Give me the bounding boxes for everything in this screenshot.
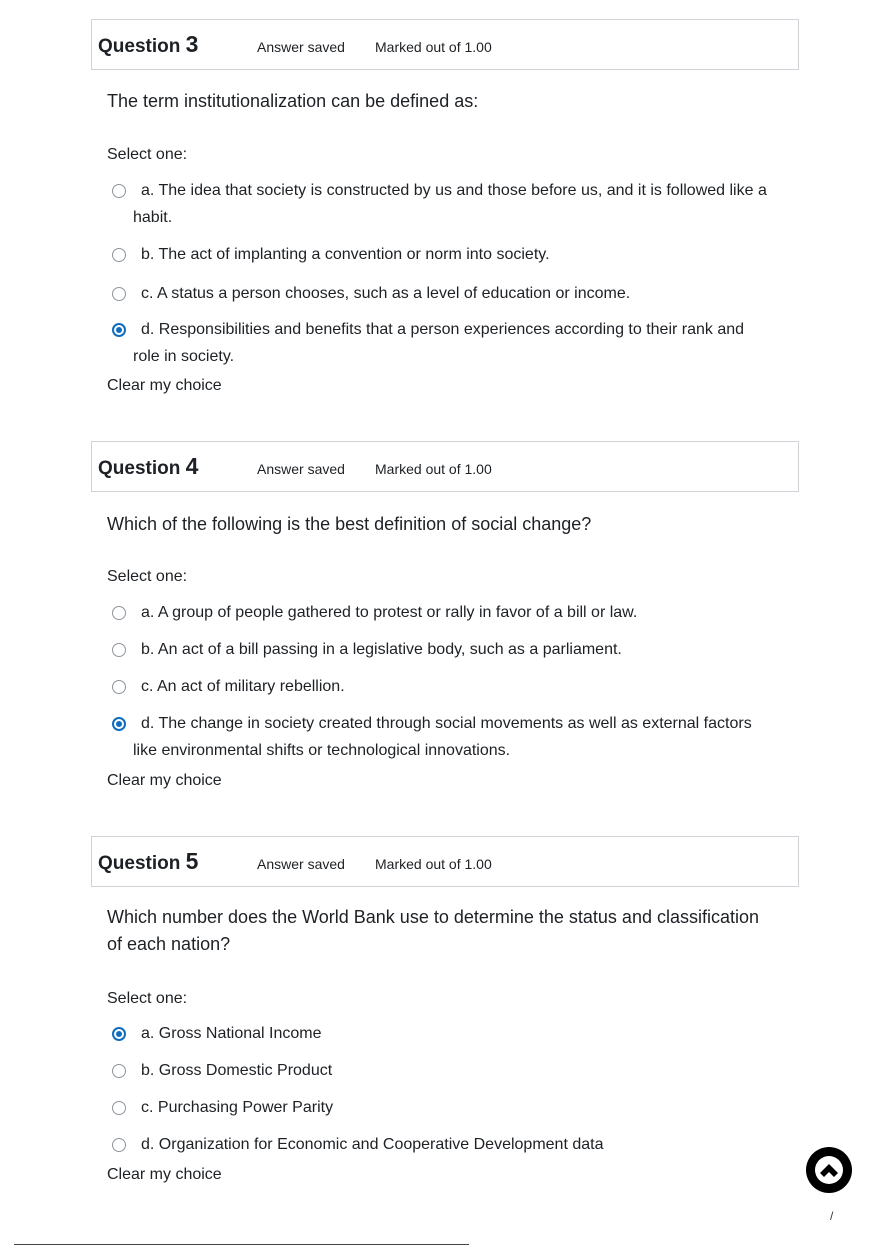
- divider: [14, 1244, 469, 1245]
- question-text: The term institutionalization can be defined as:: [107, 91, 479, 111]
- option-label: c. An act of military rebellion.: [141, 678, 345, 695]
- radio-button[interactable]: [112, 643, 126, 657]
- option-a[interactable]: [112, 181, 772, 231]
- question-3: [0, 19, 880, 399]
- option-b[interactable]: [112, 1061, 772, 1084]
- clear-choice-link[interactable]: Clear my choice: [107, 1166, 222, 1183]
- option-label: a. Gross National Income: [141, 1025, 322, 1042]
- question-number: 5: [185, 848, 199, 874]
- question-4: [0, 441, 880, 801]
- radio-button[interactable]: [112, 606, 126, 620]
- option-a[interactable]: [112, 1024, 772, 1047]
- question-text: Which of the following is the best definition of social change?: [107, 514, 592, 534]
- radio-button[interactable]: [112, 1064, 126, 1078]
- question-label: Question: [98, 36, 181, 57]
- option-b[interactable]: [112, 245, 772, 268]
- option-c[interactable]: [112, 284, 772, 307]
- question-number: 4: [185, 453, 199, 479]
- question-number: 3: [185, 31, 199, 57]
- question-title: [98, 453, 198, 480]
- option-label: a. A group of people gathered to protest or rally in favor of a bill or law.: [141, 604, 638, 621]
- option-label: b. An act of a bill passing in a legislative body, such as a parliament.: [141, 641, 622, 658]
- radio-button[interactable]: [112, 1138, 126, 1152]
- question-label: Question: [98, 458, 181, 479]
- option-b[interactable]: [112, 640, 772, 663]
- question-header: [91, 836, 799, 887]
- answer-state: Answer saved: [257, 39, 345, 55]
- radio-button[interactable]: [112, 1101, 126, 1115]
- clear-choice-link[interactable]: Clear my choice: [107, 377, 222, 394]
- select-one-label: Select one:: [107, 990, 188, 1007]
- option-d[interactable]: [112, 1135, 772, 1158]
- back-to-top-button[interactable]: [806, 1147, 852, 1193]
- clear-choice-link[interactable]: Clear my choice: [107, 772, 222, 789]
- grade-info: Marked out of 1.00: [375, 461, 492, 477]
- radio-button[interactable]: [112, 680, 126, 694]
- answer-state: Answer saved: [257, 461, 345, 477]
- option-label: b. Gross Domestic Product: [141, 1062, 333, 1079]
- grade-info: Marked out of 1.00: [375, 856, 492, 872]
- option-c[interactable]: [112, 1098, 772, 1121]
- option-label: d. Organization for Economic and Cooperative Development data: [141, 1136, 604, 1153]
- radio-button-selected[interactable]: [112, 1027, 126, 1041]
- page-marker: /: [830, 1209, 834, 1223]
- question-title: [98, 848, 198, 875]
- select-one-label: Select one:: [107, 146, 188, 163]
- option-d[interactable]: [112, 320, 772, 370]
- question-header: [91, 19, 799, 70]
- option-label: d. The change in society created through social movements as well as external factors like environmental shifts or technological innovations.: [133, 715, 752, 759]
- question-header: [91, 441, 799, 492]
- radio-button[interactable]: [112, 184, 126, 198]
- select-one-label: Select one:: [107, 568, 188, 585]
- grade-info: Marked out of 1.00: [375, 39, 492, 55]
- radio-button-selected[interactable]: [112, 717, 126, 731]
- answer-state: Answer saved: [257, 856, 345, 872]
- option-label: c. Purchasing Power Parity: [141, 1099, 334, 1116]
- radio-button[interactable]: [112, 287, 126, 301]
- option-label: d. Responsibilities and benefits that a person experiences according to their rank and role in society.: [133, 321, 745, 365]
- option-label: a. The idea that society is constructed by us and those before us, and it is followed like a habit.: [133, 182, 767, 226]
- option-a[interactable]: [112, 603, 772, 626]
- option-d[interactable]: [112, 714, 772, 764]
- option-c[interactable]: [112, 677, 772, 700]
- question-text: Which number does the World Bank use to determine the status and classification of each nation?: [107, 907, 760, 954]
- option-label: b. The act of implanting a convention or norm into society.: [141, 246, 550, 263]
- radio-button-selected[interactable]: [112, 323, 126, 337]
- question-5: [0, 836, 880, 1196]
- radio-button[interactable]: [112, 248, 126, 262]
- option-label: c. A status a person chooses, such as a level of education or income.: [141, 285, 631, 302]
- chevron-up-icon: [814, 1155, 844, 1185]
- question-label: Question: [98, 853, 181, 874]
- question-title: [98, 31, 198, 58]
